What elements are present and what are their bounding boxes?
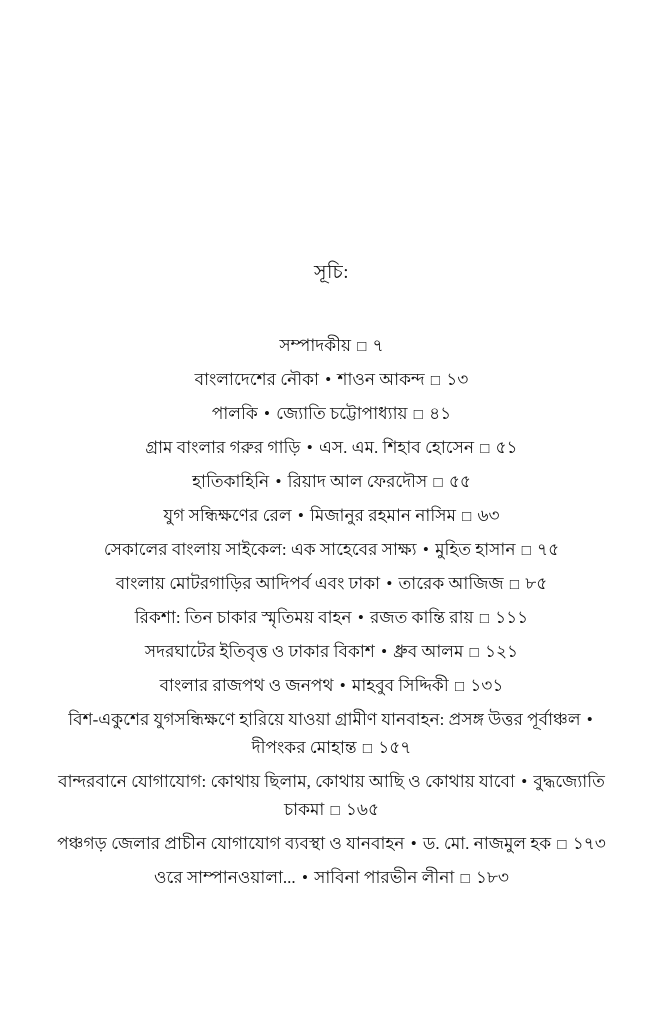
entry-title: গ্রাম বাংলার গরুর গাড়ি bbox=[145, 438, 301, 457]
page-separator-box: □ bbox=[557, 837, 567, 853]
entry-author: শাওন আকন্দ bbox=[337, 370, 425, 389]
toc-entry bbox=[42, 332, 622, 361]
entry-page: ৮৫ bbox=[525, 574, 548, 593]
entry-title: সেকালের বাংলায় সাইকেল: এক সাহেবের সাক্ষ্য bbox=[103, 540, 417, 559]
entry-title: পালকি bbox=[211, 404, 258, 423]
page-separator-box: □ bbox=[480, 441, 490, 457]
page-separator-box: □ bbox=[454, 679, 465, 695]
entry-page: ৭৫ bbox=[537, 540, 560, 559]
toc-entry bbox=[42, 830, 622, 859]
entry-author: তারেক আজিজ bbox=[398, 574, 504, 593]
page-separator-box: □ bbox=[462, 509, 472, 525]
page-separator-box: □ bbox=[521, 543, 531, 559]
entry-author: মিজানুর রহমান নাসিম bbox=[310, 506, 456, 525]
bullet-separator: • bbox=[386, 574, 393, 593]
bullet-separator: • bbox=[521, 772, 528, 791]
bullet-separator: • bbox=[263, 404, 270, 423]
toc-entry bbox=[42, 768, 622, 825]
entry-title: রিকশা: তিন চাকার স্মৃতিময় বাহন bbox=[134, 608, 352, 627]
page-separator-box: □ bbox=[509, 577, 519, 593]
bullet-separator: • bbox=[325, 370, 332, 389]
entry-page: ৫৫ bbox=[448, 472, 471, 491]
page-title: সূচি: bbox=[313, 262, 350, 283]
bullet-separator: • bbox=[301, 868, 308, 887]
toc-entry bbox=[42, 672, 622, 701]
bullet-separator: • bbox=[275, 472, 282, 491]
page-separator-box: □ bbox=[433, 475, 443, 491]
page-separator-box: □ bbox=[330, 803, 340, 819]
bullet-separator: • bbox=[297, 506, 304, 525]
toc-entry bbox=[42, 434, 622, 463]
entry-author: সাবিনা পারভীন লীনা bbox=[314, 868, 455, 887]
entry-author: মুহিত হাসান bbox=[435, 540, 516, 559]
bullet-separator: • bbox=[339, 676, 346, 695]
bullet-separator: • bbox=[381, 642, 388, 661]
bullet-separator: • bbox=[357, 608, 364, 627]
entry-author: এস. এম. শিহাব হোসেন bbox=[318, 438, 474, 457]
entry-author: ড. মো. নাজমুল হক bbox=[422, 834, 552, 853]
bullet-separator: • bbox=[410, 834, 417, 853]
entry-page: ১৮৩ bbox=[475, 868, 509, 887]
toc-entry bbox=[42, 638, 622, 667]
page-separator-box: □ bbox=[469, 645, 479, 661]
entry-title: সম্পাদকীয় bbox=[279, 336, 351, 355]
entry-author: ধ্রুব আলম bbox=[393, 642, 464, 661]
entry-page: ১৫৭ bbox=[378, 738, 412, 757]
entry-title: বাংলার রাজপথ ও জনপথ bbox=[159, 676, 334, 695]
entry-page: ১২১ bbox=[484, 642, 519, 661]
entry-title: সদরঘাটের ইতিবৃত্ত ও ঢাকার বিকাশ bbox=[144, 642, 375, 661]
toc-entry bbox=[42, 468, 622, 497]
toc-entry bbox=[42, 706, 622, 763]
toc-entry bbox=[42, 502, 622, 531]
page-separator-box: □ bbox=[357, 339, 367, 355]
bullet-separator: • bbox=[306, 438, 313, 457]
toc-entry bbox=[42, 536, 622, 565]
entry-page: ৬৩ bbox=[477, 506, 500, 525]
toc-entry bbox=[42, 604, 622, 633]
entry-title: বাংলাদেশের নৌকা bbox=[194, 370, 319, 389]
entry-page: ৫১ bbox=[495, 438, 518, 457]
entry-title: যুগ সন্ধিক্ষণের রেল bbox=[163, 506, 292, 525]
entry-title: ওরে সাম্পানওয়ালা... bbox=[154, 868, 296, 887]
entry-title: বিশ-একুশের যুগসন্ধিক্ষণে হারিয়ে যাওয়া গ্রামীণ যানবাহন: প্রসঙ্গ উত্তর পূর্বাঞ্চল bbox=[68, 710, 581, 729]
page-separator-box: □ bbox=[362, 741, 372, 757]
toc-entry bbox=[42, 864, 622, 893]
entry-title: হাতিকাহিনি bbox=[192, 472, 270, 491]
entry-author: মাহবুব সিদ্দিকী bbox=[351, 676, 449, 695]
page-separator-box: □ bbox=[460, 871, 470, 887]
entry-title: বান্দরবানে যোগাযোগ: কোথায় ছিলাম, কোথায় আছি ও কোথায় যাবো bbox=[58, 772, 515, 791]
page-separator-box: □ bbox=[413, 407, 423, 423]
entry-page: ১৩১ bbox=[470, 676, 504, 695]
entry-page: ১১১ bbox=[495, 608, 529, 627]
entry-author: জ্যোতি চট্টোপাধ্যায় bbox=[276, 404, 408, 423]
page-separator-box: □ bbox=[430, 373, 440, 389]
entry-author: রিয়াদ আল ফেরদৌস bbox=[287, 472, 428, 491]
entry-page: ১৩ bbox=[446, 370, 469, 389]
bullet-separator: • bbox=[586, 710, 593, 729]
entry-author: দীপংকর মোহান্ত bbox=[251, 738, 357, 757]
toc-entry bbox=[42, 366, 622, 395]
entry-title: পঞ্চগড় জেলার প্রাচীন যোগাযোগ ব্যবস্থা ও যানবাহন bbox=[57, 834, 405, 853]
bullet-separator: • bbox=[422, 540, 429, 559]
entry-author: বুদ্ধজ্যোতি চাকমা bbox=[283, 772, 605, 819]
entry-author: রজত কান্তি রায় bbox=[370, 608, 474, 627]
entry-page: ৭ bbox=[372, 336, 384, 355]
page-separator-box: □ bbox=[479, 611, 489, 627]
toc-list bbox=[42, 332, 622, 898]
entry-page: ১৭৩ bbox=[572, 834, 606, 853]
entry-page: ১৬৫ bbox=[345, 800, 380, 819]
entry-title: বাংলায় মোটরগাড়ির আদিপর্ব এবং ঢাকা bbox=[115, 574, 381, 593]
toc-entry bbox=[42, 400, 622, 429]
entry-page: ৪১ bbox=[429, 404, 452, 423]
toc-entry bbox=[42, 570, 622, 599]
